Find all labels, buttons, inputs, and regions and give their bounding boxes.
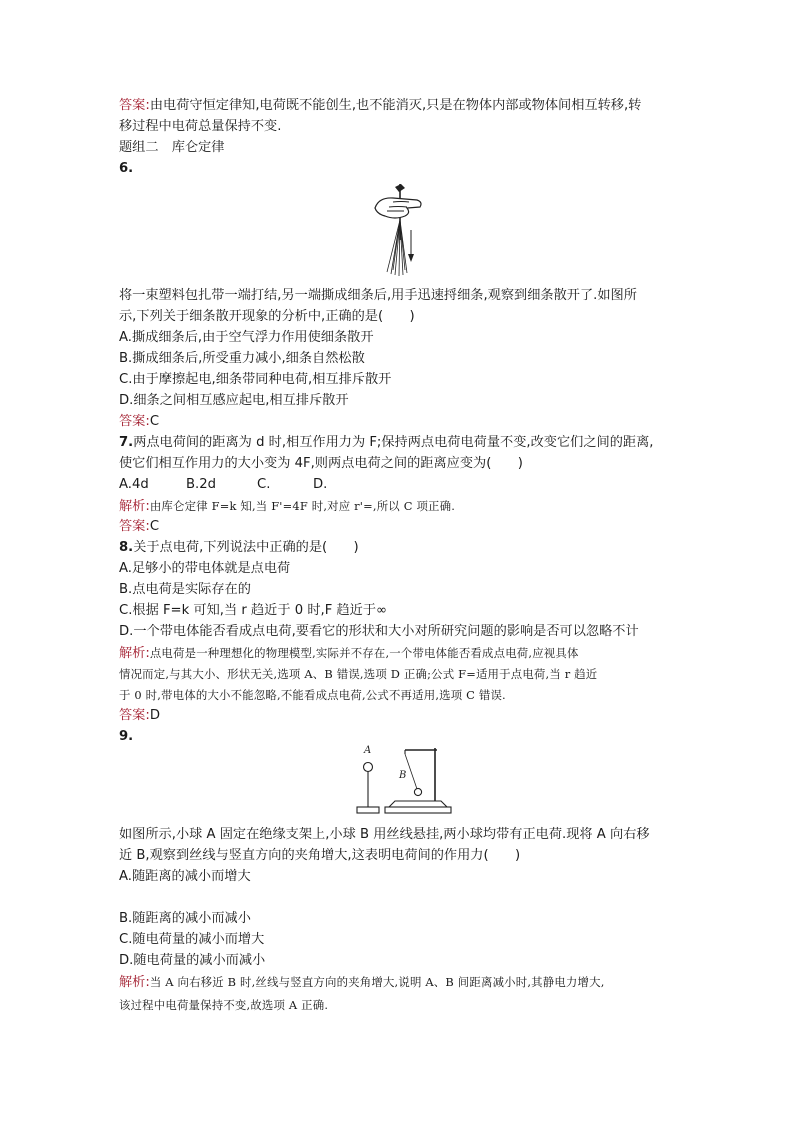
q8-option-a: A.足够小的带电体就是点电荷 — [119, 561, 291, 576]
q8-answer — [119, 706, 160, 726]
q6-stem-2: 示,下列关于细条散开现象的分析中,正确的是( ) — [119, 309, 415, 324]
q7-analysis-text: 由库仑定律 F=k 知,当 F'=4F 时,对应 r'=,所以 C 项正确. — [149, 499, 456, 513]
q6-option-a: A.撕成细条后,由于空气浮力作用使细条散开 — [119, 330, 374, 345]
label-b: B — [399, 770, 407, 781]
analysis-label: 解析: — [119, 646, 150, 661]
q9-option-a: A.随距离的减小而增大 — [119, 869, 251, 884]
q9-analysis-2: 该过程中电荷量保持不变,故选项 A 正确. — [119, 998, 329, 1012]
q6-option-c: C.由于摩擦起电,细条带同种电荷,相互排斥散开 — [119, 372, 392, 387]
q7-option-b: B.2d — [186, 477, 217, 492]
q8-analysis-2: 情况而定,与其大小、形状无关,选项 A、B 错误,选项 D 正确;公式 F=适用于点电荷,当 r 趋近 — [119, 667, 598, 681]
charged-spheres-apparatus-figure — [355, 745, 455, 817]
q8-number: 8. — [119, 540, 134, 555]
q9-stem-1: 如图所示,小球 A 固定在绝缘支架上,小球 B 用丝线悬挂,两小球均带有正电荷.现将 A 向右移 — [119, 827, 650, 842]
q8-analysis-3: 于 0 时,带电体的大小不能忽略,不能看成点电荷,公式不再适用,选项 C 错误. — [119, 688, 506, 702]
q7-option-d: D. — [313, 477, 328, 492]
answer-label: 答案: — [119, 98, 150, 113]
q5-answer-line-1 — [119, 96, 641, 116]
analysis-label: 解析: — [119, 975, 150, 990]
q9-option-b: B.随距离的减小而减小 — [119, 911, 251, 926]
q6-option-b: B.撕成细条后,所受重力减小,细条自然松散 — [119, 351, 365, 366]
q7-option-c: C. — [257, 477, 271, 492]
section-title: 题组二 库仑定律 — [119, 140, 225, 155]
answer-label: 答案: — [119, 414, 150, 429]
q9-option-d: D.随电荷量的减小而减小 — [119, 953, 266, 968]
analysis-label: 解析: — [119, 499, 150, 514]
q8-stem — [119, 538, 359, 558]
plastic-strip-hand-figure — [365, 180, 445, 278]
q5-answer-text-1: 由电荷守恒定律知,电荷既不能创生,也不能消灭,只是在物体内部或物体间相互转移,转 — [149, 98, 642, 113]
q8-analysis-1 — [119, 643, 579, 664]
q6-number: 6. — [119, 161, 134, 176]
q7-number: 7. — [119, 435, 134, 450]
answer-label: 答案: — [119, 708, 150, 723]
q6-option-d: D.细条之间相互感应起电,相互排斥散开 — [119, 393, 349, 408]
q7-answer-value: C — [149, 519, 160, 534]
q8-option-c: C.根据 F=k 可知,当 r 趋近于 0 时,F 趋近于∞ — [119, 603, 388, 618]
q7-stem-2: 使它们相互作用力的大小变为 4F,则两点电荷之间的距离应变为( ) — [119, 456, 523, 471]
q8-answer-value: D — [149, 708, 160, 723]
q8-stem-text: 关于点电荷,下列说法中正确的是( ) — [133, 540, 359, 555]
q9-number: 9. — [119, 729, 134, 744]
q7-option-a: A.4d — [119, 477, 149, 492]
q9-stem-2: 近 B,观察到丝线与竖直方向的夹角增大,这表明电荷间的作用力( ) — [119, 848, 521, 863]
q8-option-b: B.点电荷是实际存在的 — [119, 582, 251, 597]
q7-stem-1 — [119, 433, 654, 453]
q6-stem-1: 将一束塑料包扎带一端打结,另一端撕成细条后,用手迅速捋细条,观察到细条散开了.如图所 — [119, 288, 637, 303]
q5-answer-line-2: 移过程中电荷总量保持不变. — [119, 119, 282, 134]
q9-analysis-1 — [119, 972, 605, 993]
label-a: A — [364, 745, 372, 756]
q6-answer — [119, 412, 159, 432]
q9-analysis-text-1: 当 A 向右移近 B 时,丝线与竖直方向的夹角增大,说明 A、B 间距离减小时,其静电力增大, — [149, 975, 605, 989]
q7-analysis — [119, 496, 455, 517]
answer-label: 答案: — [119, 519, 150, 534]
q9-option-c: C.随电荷量的减小而增大 — [119, 932, 265, 947]
q8-option-d: D.一个带电体能否看成点电荷,要看它的形状和大小对所研究问题的影响是否可以忽略不计 — [119, 624, 639, 639]
q8-analysis-text-1: 点电荷是一种理想化的物理模型,实际并不存在,一个带电体能否看成点电荷,应视具体 — [149, 646, 579, 660]
q7-answer — [119, 517, 159, 537]
q7-stem-text-1: 两点电荷间的距离为 d 时,相互作用力为 F;保持两点电荷电荷量不变,改变它们之间的距离, — [133, 435, 654, 450]
q6-answer-value: C — [149, 414, 160, 429]
